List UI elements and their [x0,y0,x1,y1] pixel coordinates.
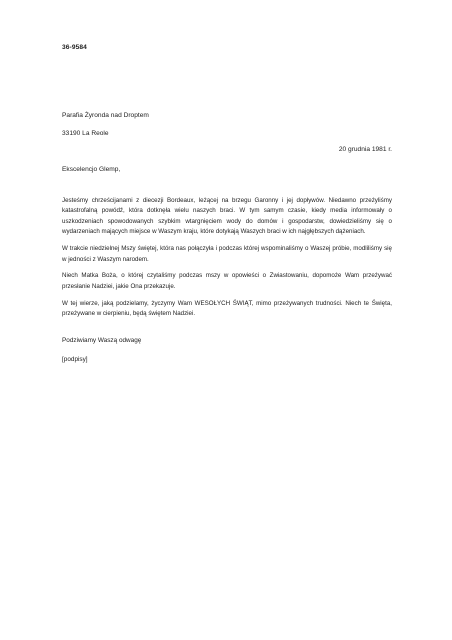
document-id: 36-9584 [62,44,87,51]
body-paragraph: W tej wierze, jaką podzielamy, życzymy Wam WESOŁYCH ŚWIĄT, mimo przeżywanych trudności. Niech te Święta, przeżywane w cierpieniu, będą świętem Nadziei. [62,299,392,318]
closing-line: Podziwiamy Waszą odwagę [62,337,142,344]
letter-date: 20 grudnia 1981 r. [338,146,392,153]
body-paragraph: W trakcie niedzielnej Mszy świętej, która nas połączyła i podczas której wspominaliśmy o Waszej próbie, modliliśmy się w jedności z Waszym narodem. [62,245,392,263]
sender-parish: Parafia Żyronda nad Droptem [62,112,149,119]
body-paragraph: Jesteśmy chrześcijanami z diecezji Bordeaux, leżącej na brzegu Garonny i jej dopływów. Niedawno przeżyliśmy katastrofalną powódź, która dotknęła wielu naszych braci. W tym samym czasie, kiedy media informowały o uszkodzeniach spowodowanych szybkim wtargnięciem wody do domów i gospodarstw, dowiedzieliśmy się o wydarzeniach mających miejsce w Waszym kraju, które dotykają Waszych braci w ich najgłębszych dążeniach. [62,197,392,236]
sender-postal-address: 33190 La Reole [62,130,109,137]
letter-body [62,196,392,326]
body-paragraph: Niech Matka Boża, o której czytaliśmy podczas mszy w opowieści o Zwiastowaniu, dopomoże Wam przeżywać przesłanie Nadziei, jakie Ona przekazuje. [62,272,392,290]
signature-placeholder: [podpisy] [62,356,88,363]
salutation: Ekscelencjo Glemp, [62,166,121,173]
